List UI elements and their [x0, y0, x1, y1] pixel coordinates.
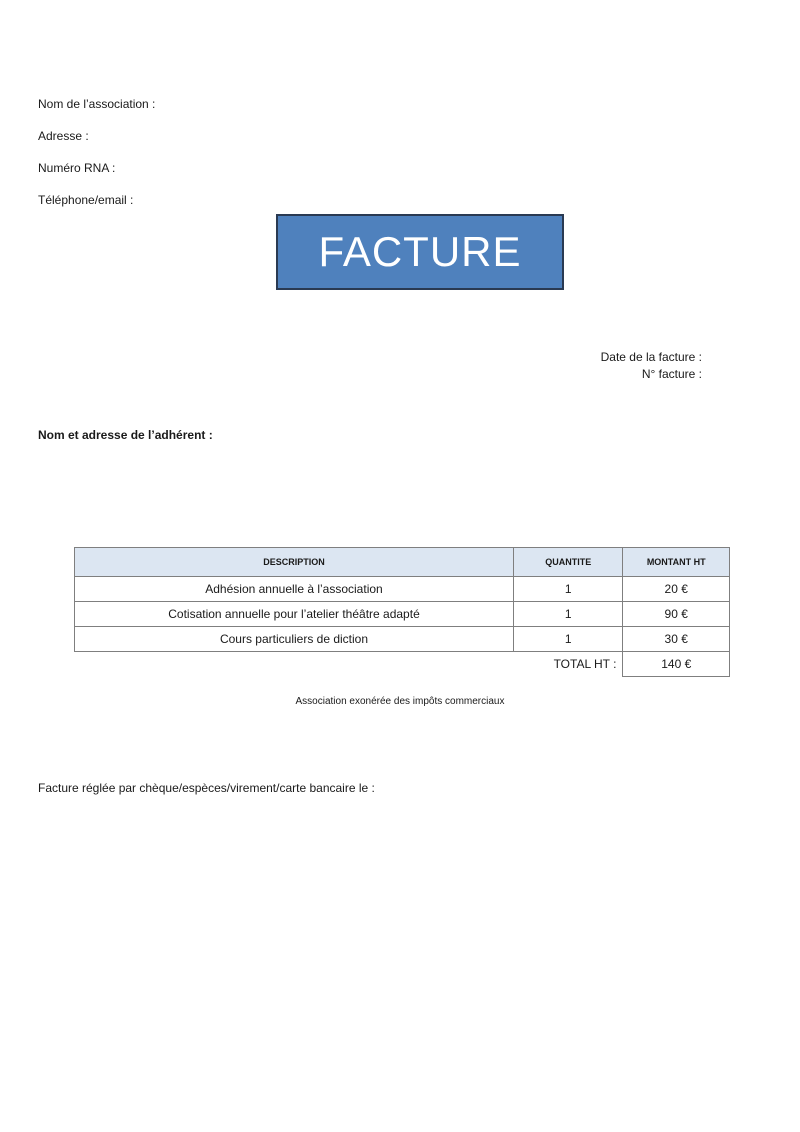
association-name-label: Nom de l’association :	[38, 97, 156, 111]
invoice-date-label: Date de la facture :	[600, 350, 702, 364]
row-amount: 20 €	[623, 577, 730, 602]
invoice-title-banner	[276, 214, 564, 290]
payment-method-line: Facture réglée par chèque/espèces/virement/carte bancaire le :	[38, 781, 375, 795]
association-contact-label: Téléphone/email :	[38, 193, 134, 207]
invoice-number-label: N° facture :	[641, 367, 702, 381]
row-description: Cours particuliers de diction	[75, 627, 514, 652]
association-address-label: Adresse :	[38, 129, 89, 143]
table-header-row	[75, 548, 730, 577]
header-description: DESCRIPTION	[75, 548, 514, 577]
total-label: TOTAL HT :	[553, 657, 617, 672]
row-description: Cotisation annuelle pour l’atelier théâtre adapté	[75, 602, 514, 627]
table-row	[75, 577, 730, 602]
row-quantity: 1	[513, 602, 622, 627]
tax-exemption-note: Association exonérée des impôts commerciaux	[295, 696, 505, 707]
row-quantity: 1	[513, 627, 622, 652]
invoice-title: FACTURE	[318, 228, 522, 275]
table-row	[75, 602, 730, 627]
row-amount: 90 €	[623, 602, 730, 627]
row-description: Adhésion annuelle à l’association	[75, 577, 514, 602]
total-spacer	[75, 652, 514, 677]
header-amount: MONTANT HT	[623, 548, 730, 577]
member-name-address-label: Nom et adresse de l’adhérent :	[38, 428, 213, 442]
total-value: 140 €	[623, 652, 730, 677]
row-amount: 30 €	[623, 627, 730, 652]
association-rna-label: Numéro RNA :	[38, 161, 116, 175]
table-row	[75, 627, 730, 652]
invoice-items-table	[74, 547, 730, 677]
header-quantity: QUANTITE	[513, 548, 622, 577]
table-total-row	[75, 652, 730, 677]
row-quantity: 1	[513, 577, 622, 602]
